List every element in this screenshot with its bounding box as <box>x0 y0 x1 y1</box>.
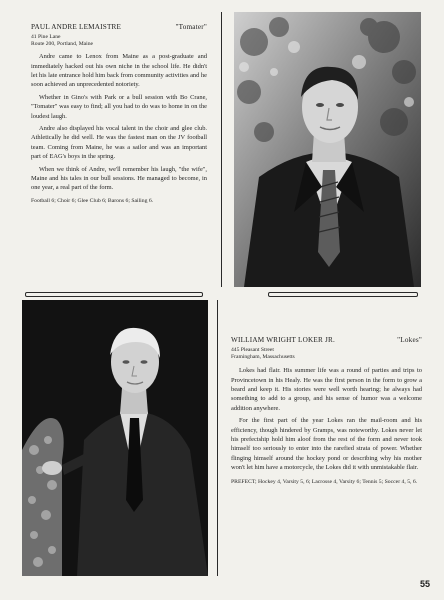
horizontal-rule <box>25 292 203 297</box>
biography-paragraph: For the first part of the year Lokes ran the mail-room and his efficiency, though hindered by Gramps, was noteworthy. Lokes never let his prefectship hold him aloof from the rest of the form and never took himself too seriously to enter into the rarefied strata of power. Whether flinging himself around the hockey pond or describing why his mother won't let him have a motorcycle, the Lokes did it with unmistakable flair. <box>231 417 422 472</box>
student-address <box>31 34 207 47</box>
student-name: WILLIAM WRIGHT LOKER JR. <box>231 336 335 344</box>
biography-paragraph: Whether in Gino's with Park or a bull session with Bo Crane, "Tomater" was easy to find; all you had to do was to home in on the loudest laugh. <box>31 93 207 120</box>
biography-paragraph: When we think of Andre, we'll remember his laugh, "the wife", Maine and his tales in our bull sessions. He managed to become, in one year, a real part of the form. <box>31 165 207 192</box>
activities-list: PREFECT; Hockey 4, Varsity 5, 6; Lacrosse 4, Varsity 6; Tennis 5; Soccer 4, 5, 6. <box>231 478 418 485</box>
vertical-rule <box>217 300 218 576</box>
biography-paragraph: Andre came to Lenox from Maine as a post-graduate and immediately hacked out his own niche in the school life. He didn't let his late entrance hold him back from community activities and he soon achieved an unprecedented notoriety. <box>31 53 207 89</box>
address-line: Framingham, Massachusetts <box>231 353 295 360</box>
address-line: Route 200, Portland, Maine <box>31 40 93 47</box>
biography-paragraph: Andre also displayed his vocal talent in the choir and glee club. Athletically he did well. He was the fastest man on the JV football team. Coming from Maine, he was a sailor and was an important part of EAG's boys in the spring. <box>31 125 207 161</box>
vertical-rule <box>221 12 222 287</box>
address-line: 41 Pine Lane <box>31 34 61 40</box>
entry-lemaistre <box>31 23 207 205</box>
biography <box>31 52 207 193</box>
student-name: PAUL ANDRE LEMAISTRE <box>31 23 122 31</box>
biography <box>231 366 422 472</box>
portrait-photo-lemaistre <box>234 12 421 287</box>
horizontal-rule <box>268 292 418 297</box>
address-line: 445 Pleasant Street <box>231 347 274 353</box>
entry-header <box>231 336 422 344</box>
page-number: 55 <box>419 579 430 589</box>
student-nickname: "Tomater" <box>175 23 207 31</box>
entry-header <box>31 23 207 31</box>
student-nickname: "Lokes" <box>397 336 422 344</box>
activities-list: Football 6; Choir 6; Glee Club 6; Barons 6; Sailing 6. <box>31 197 154 204</box>
biography-paragraph: Lokes had flair. His summer life was a round of parties and trips to Provincetown in his Healy. He was the first person in the form to grow a beard and keep it. His stories were well worth hearing; he always had something to add to a group, and his sense of humor was a welcome addition anywhere. <box>231 367 422 412</box>
portrait-photo-loker <box>22 300 208 576</box>
entry-loker <box>231 336 422 486</box>
student-address <box>231 347 422 360</box>
